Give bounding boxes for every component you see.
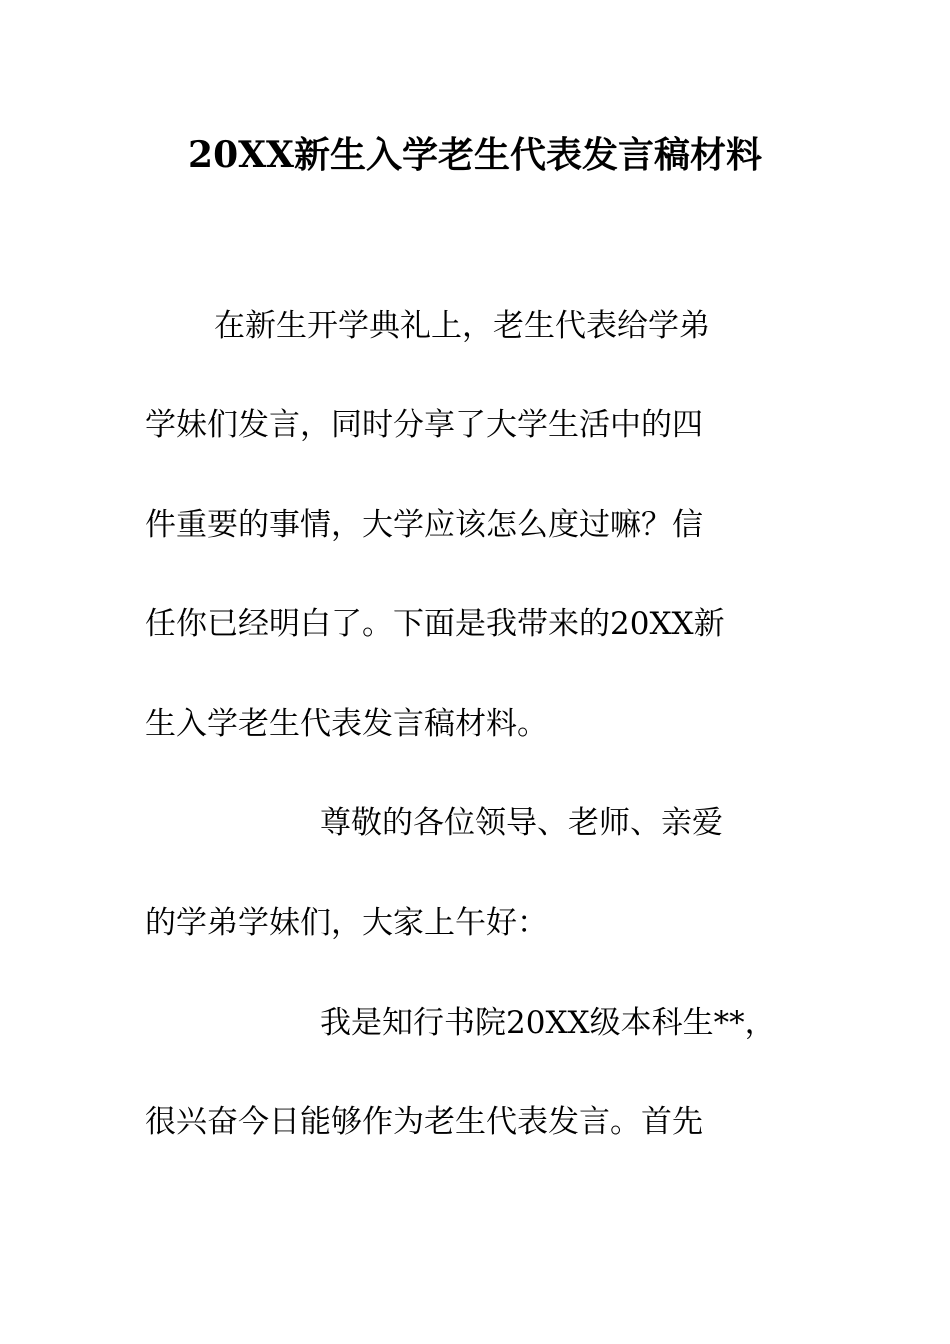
body-line-5: 生入学老生代表发言稿材料。 [145,706,548,742]
intro-line-2: 很兴奋今日能够作为老生代表发言。首先 [145,1104,703,1140]
salutation-line-1: 尊敬的各位领导、老师、亲爱 [320,805,723,841]
body-line-2: 学妹们发言，同时分享了大学生活中的四 [145,407,703,443]
salutation-line-2: 的学弟学妹们，大家上午好： [145,905,548,941]
body-line-4: 任你已经明白了。下面是我带来的20XX新 [145,606,725,642]
body-line-1: 在新生开学典礼上，老生代表给学弟 [214,308,710,344]
intro-line-1: 我是知行书院20XX级本科生**， [320,1005,776,1041]
document-title: 20XX新生入学老生代表发言稿材料 [188,134,762,176]
body-line-3: 件重要的事情，大学应该怎么度过嘛？信 [145,507,703,543]
